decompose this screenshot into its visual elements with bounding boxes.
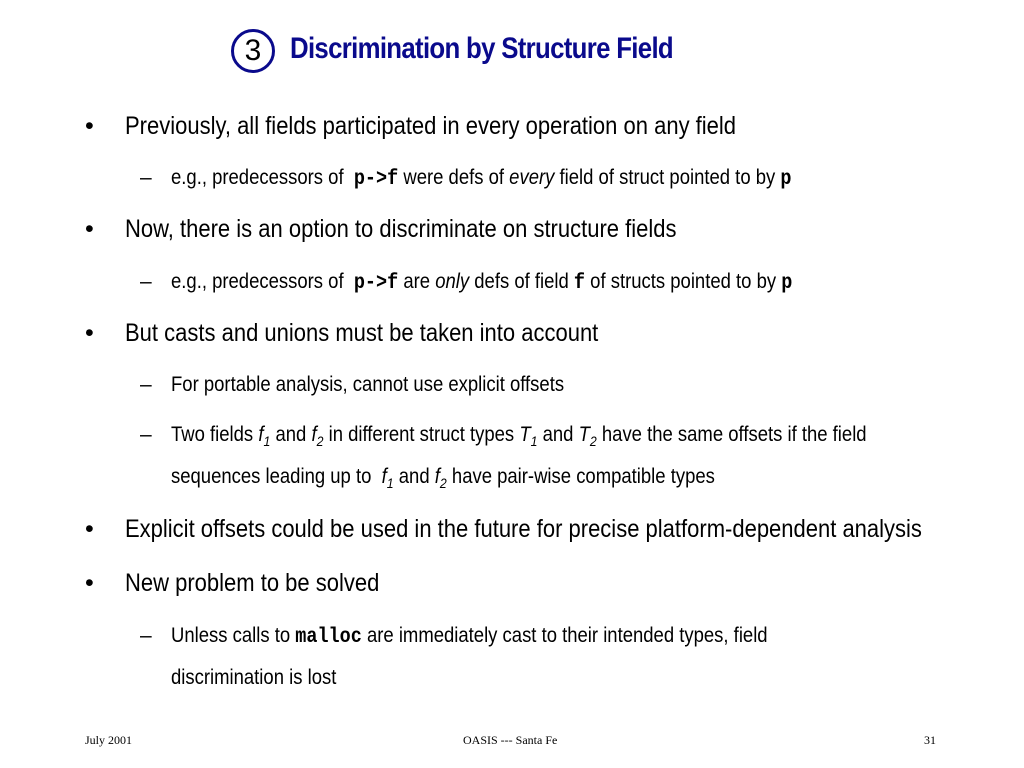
sub-bullet-text: discrimination is lost [171,666,337,689]
sub-bullet-dash: – [140,624,152,647]
bullet-dot: • [85,515,94,543]
page-title: Discrimination by Structure Field [290,32,674,65]
sub-bullet-text: For portable analysis, cannot use explicit offsets [171,373,565,396]
sub-bullet-dash: – [140,373,152,396]
bullet-dot: • [85,215,94,243]
sub-bullet-text: e.g., predecessors of p->f were defs of every field of struct pointed to by p [171,166,792,191]
sub-bullet-text: e.g., predecessors of p->f are only defs of field f of structs pointed to by p [171,270,793,295]
sub-bullet-dash: – [140,166,152,189]
bullet-dot: • [85,569,94,597]
bullet-text: Previously, all fields participated in every operation on any field [125,112,737,140]
slide-number-badge: 3 [231,29,275,73]
bullet-dot: • [85,319,94,347]
footer-page-number: 31 [924,733,936,747]
bullet-text: Now, there is an option to discriminate on structure fields [125,215,677,243]
bullet-dot: • [85,112,94,140]
sub-bullet-dash: – [140,423,152,446]
footer-event: OASIS --- Santa Fe [463,733,558,747]
sub-bullet-text: Two fields $f_1$ and $f_2$ in different struct types $T_1$ and $T_2$ have the same offsets if the field [171,423,867,450]
bullet-text: New problem to be solved [125,569,380,597]
sub-bullet-text: sequences leading up to $f_1$ and $f_2$ have pair-wise compatible types [171,465,715,492]
bullet-text: Explicit offsets could be used in the future for precise platform-dependent analysis [125,515,922,543]
bullet-text: But casts and unions must be taken into account [125,319,599,347]
footer-date: July 2001 [85,733,133,747]
sub-bullet-text: Unless calls to malloc are immediately cast to their intended types, field [171,624,768,649]
sub-bullet-dash: – [140,270,152,293]
